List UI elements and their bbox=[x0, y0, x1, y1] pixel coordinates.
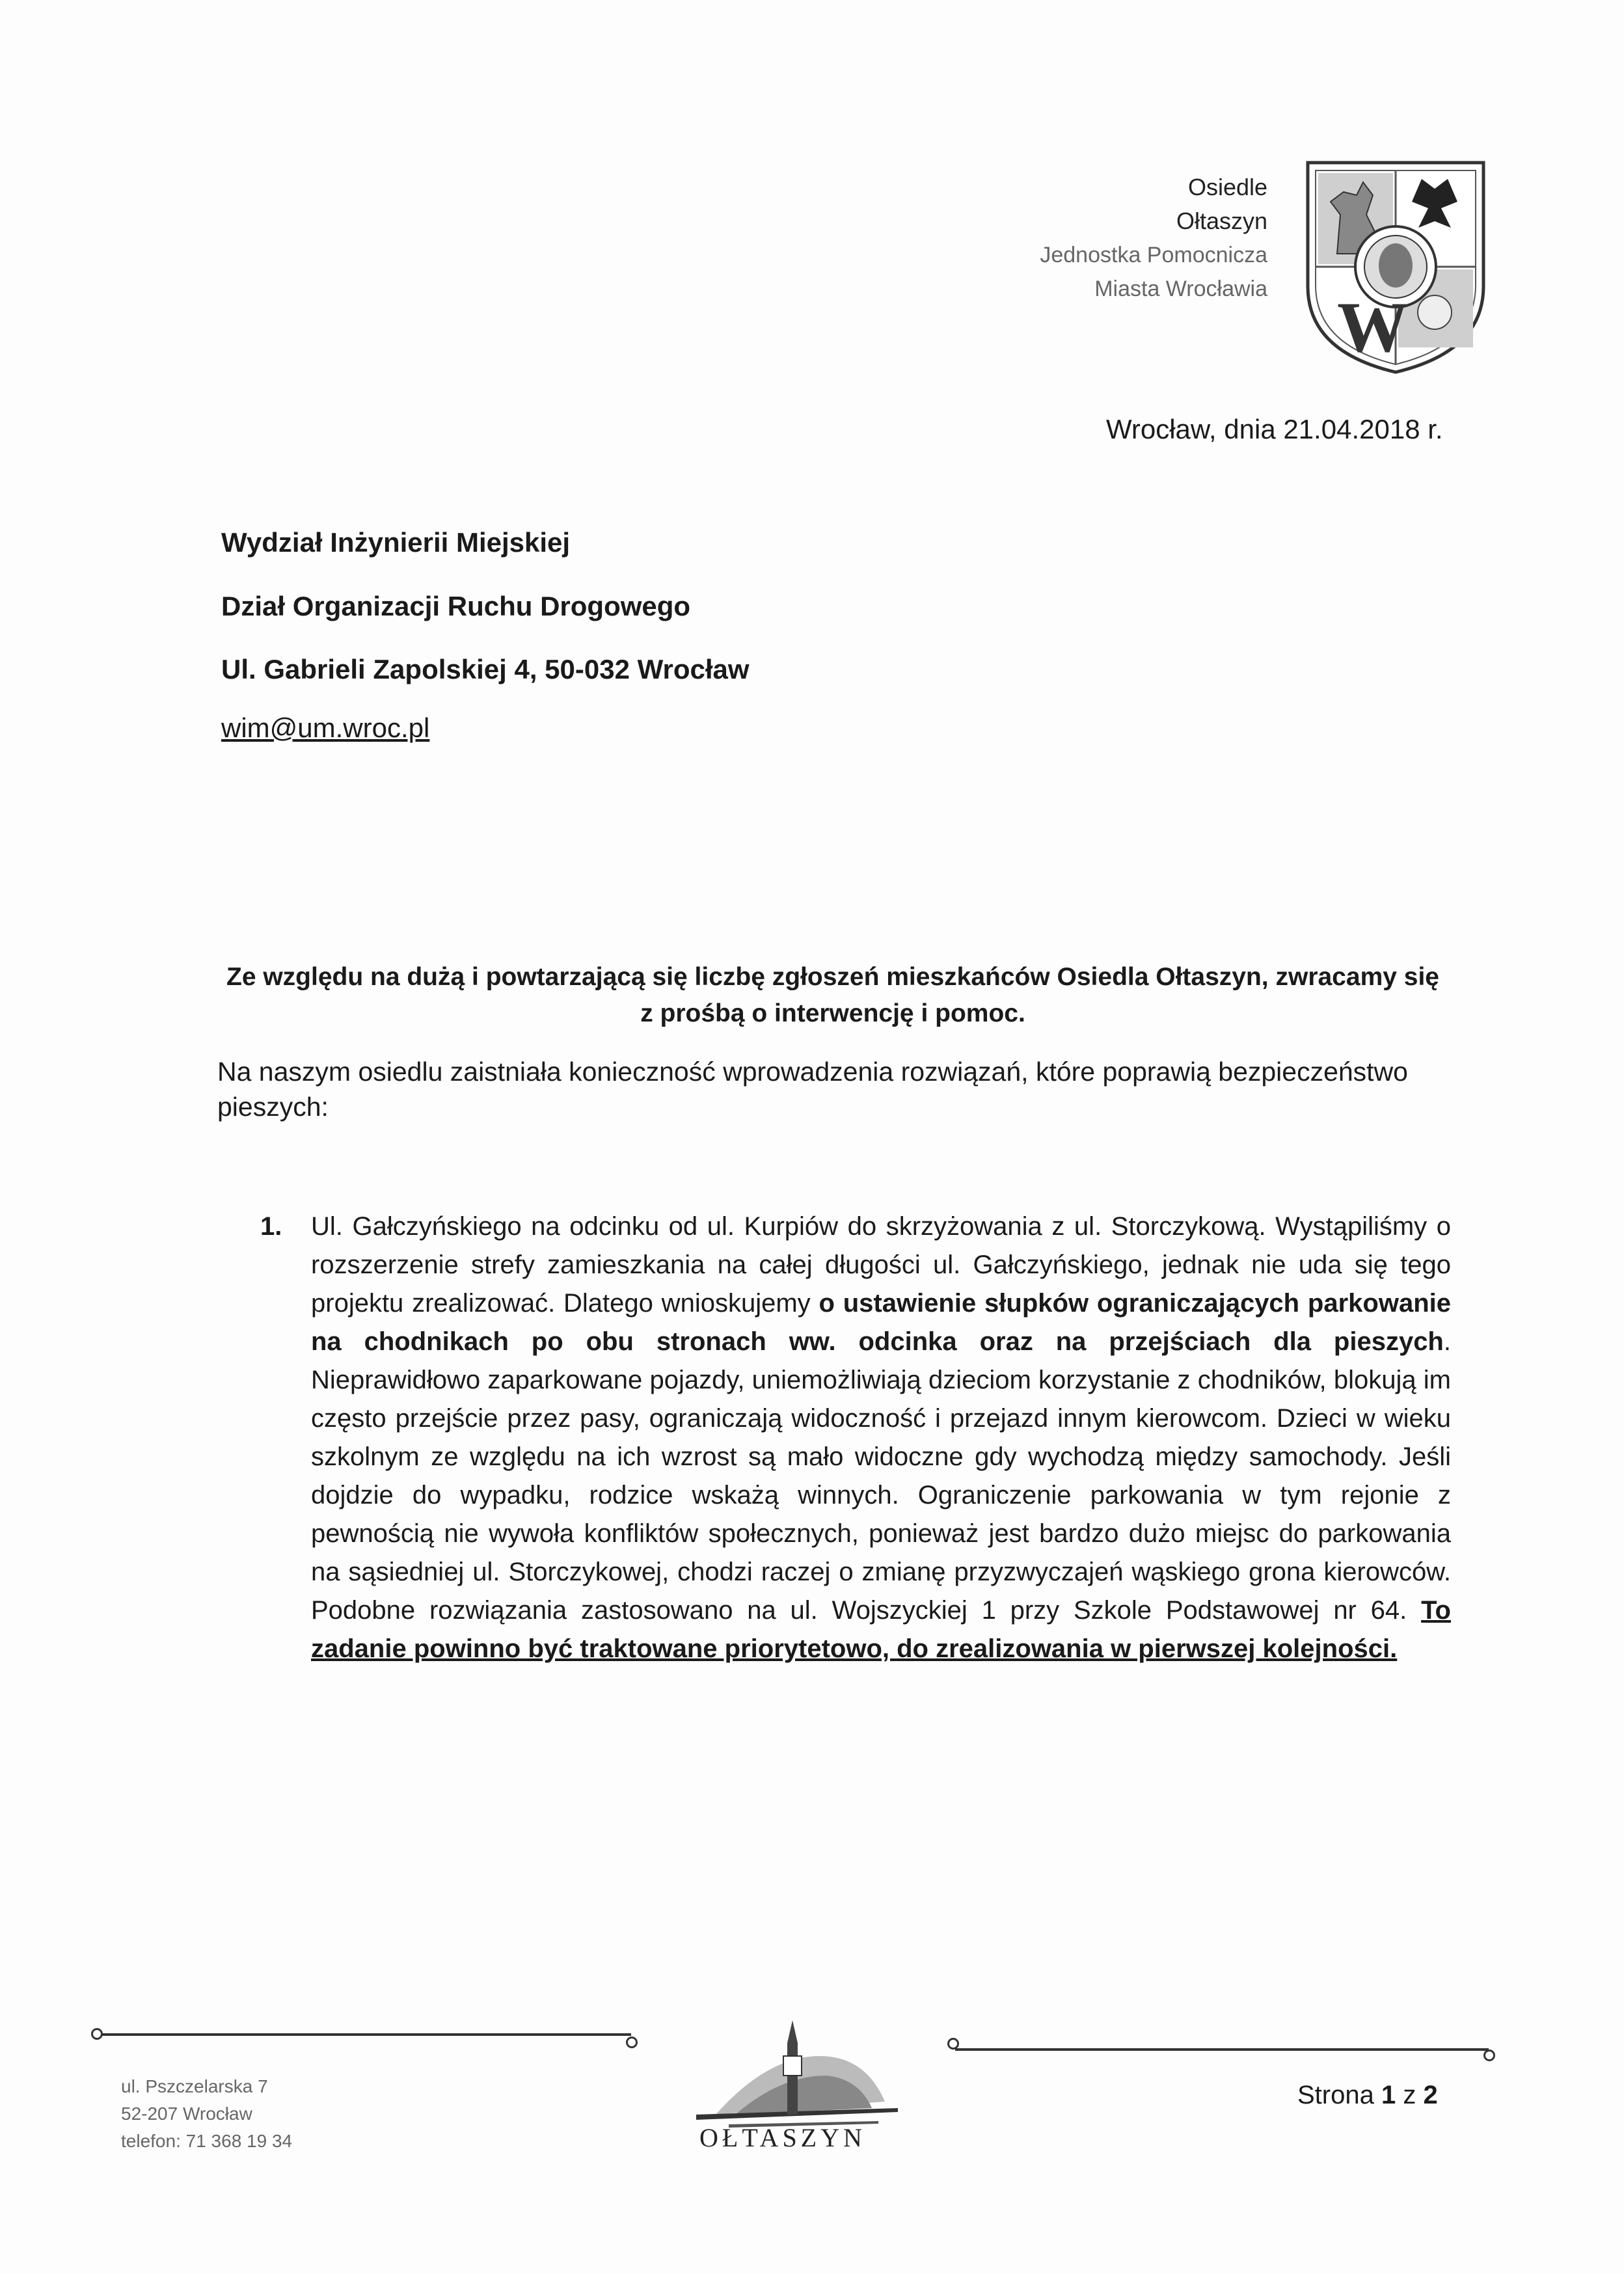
footer-rule-right bbox=[955, 2048, 1489, 2051]
recipient-line-2: Dział Organizacji Ruchu Drogowego bbox=[221, 591, 691, 621]
list-item bbox=[260, 1208, 1451, 1668]
footer-logo-text: OŁTASZYN bbox=[699, 2123, 866, 2152]
footer-rule-left-end-dot bbox=[626, 2037, 638, 2048]
footer-rule-right-start-dot bbox=[947, 2038, 959, 2050]
footer-address bbox=[121, 2073, 292, 2155]
footer-rule-right-end-dot bbox=[1483, 2050, 1495, 2061]
org-line-1: Osiedle bbox=[1187, 174, 1267, 200]
intro-statement: Ze względu na dużą i powtarzającą się liczbę zgłoszeń mieszkańców Osiedla Ołtaszyn, zwracamy się z prośbą o interwencję i pomoc. bbox=[226, 963, 1439, 1027]
org-line-2: Ołtaszyn bbox=[1176, 208, 1267, 234]
list-item-number: 1. bbox=[260, 1212, 282, 1241]
footer-address-line-3: telefon: 71 368 19 34 bbox=[121, 2131, 293, 2151]
item-text-priority: To zadanie powinno być traktowane priorytetowo, do zrealizowania w pierwszej kolejności. bbox=[311, 1596, 1451, 1663]
footer-rule-left bbox=[98, 2033, 631, 2036]
letter-date: Wrocław, dnia 21.04.2018 r. bbox=[1106, 414, 1443, 444]
intro-paragraph: Na naszym osiedlu zaistniała konieczność wprowadzenia rozwiązań, które poprawią bezpieczeństwo pieszych: bbox=[217, 1057, 1408, 1122]
page-number-separator: z bbox=[1403, 2081, 1416, 2109]
item-text-bold: o ustawienie słupków ograniczających parkowanie na chodnikach po obu stronach ww. odcinka oraz na przejściach dla pieszych bbox=[311, 1289, 1452, 1356]
item-text-part-a: Ul. Gałczyńskiego na odcinku od ul. Kurpiów do skrzyżowania z ul. Storczykową. Wystąpiliśmy o rozszerzenie strefy zamieszkania na całej długości ul. Gałczyńskiego, jednak nie uda się tego projektu zrealizować. Dlatego wnioskujemy bbox=[311, 1212, 1451, 1318]
item-text-part-b: . Nieprawidłowo zaparkowane pojazdy, uniemożliwiają dzieciom korzystanie z chodników, blokują im często przejście przez pasy, ograniczają widoczność i przejazd innym kierowcom. Dzieci w wieku szkolnym ze względu na ich wzrost są mało widoczne gdy wychodzą między samochody. Jeśli dojdzie do wypadku, rodzice wskażą winnych. Ograniczenie parkowania w tym rejonie z pewnością nie wywoła konfliktów społecznych, ponieważ jest bardzo dużo miejsc do parkowania na sąsiedniej ul. Storczykowej, chodzi raczej o zmianę przyzwyczajeń wąskiego grona kierowców. Podobne rozwiązania zastosowano na ul. Wojszyckiej 1 przy Szkole Podstawowej nr 64. bbox=[311, 1327, 1451, 1625]
page-number-current: 1 bbox=[1381, 2081, 1396, 2109]
recipient-email-link[interactable]: wim@um.wroc.pl bbox=[221, 712, 430, 743]
footer-address-line-1: ul. Pszczelarska 7 bbox=[121, 2076, 268, 2096]
recipient-line-3: Ul. Gabrieli Zapolskiej 4, 50-032 Wrocław bbox=[221, 654, 750, 684]
page-number bbox=[1297, 2081, 1438, 2110]
footer-address-line-2: 52-207 Wrocław bbox=[121, 2104, 252, 2124]
page-number-label: Strona bbox=[1297, 2081, 1374, 2109]
svg-text:W: W bbox=[1337, 288, 1409, 367]
org-line-4: Miasta Wrocławia bbox=[1094, 277, 1267, 301]
footer-rule-left-start-dot bbox=[91, 2028, 103, 2040]
list-item-body bbox=[311, 1208, 1451, 1668]
page-number-total: 2 bbox=[1423, 2081, 1438, 2109]
sender-organization bbox=[1040, 170, 1267, 306]
recipient-line-1: Wydział Inżynierii Miejskiej bbox=[221, 527, 571, 558]
org-line-3: Jednostka Pomocnicza bbox=[1040, 243, 1267, 267]
wroclaw-coat-of-arms-icon bbox=[1301, 156, 1490, 377]
